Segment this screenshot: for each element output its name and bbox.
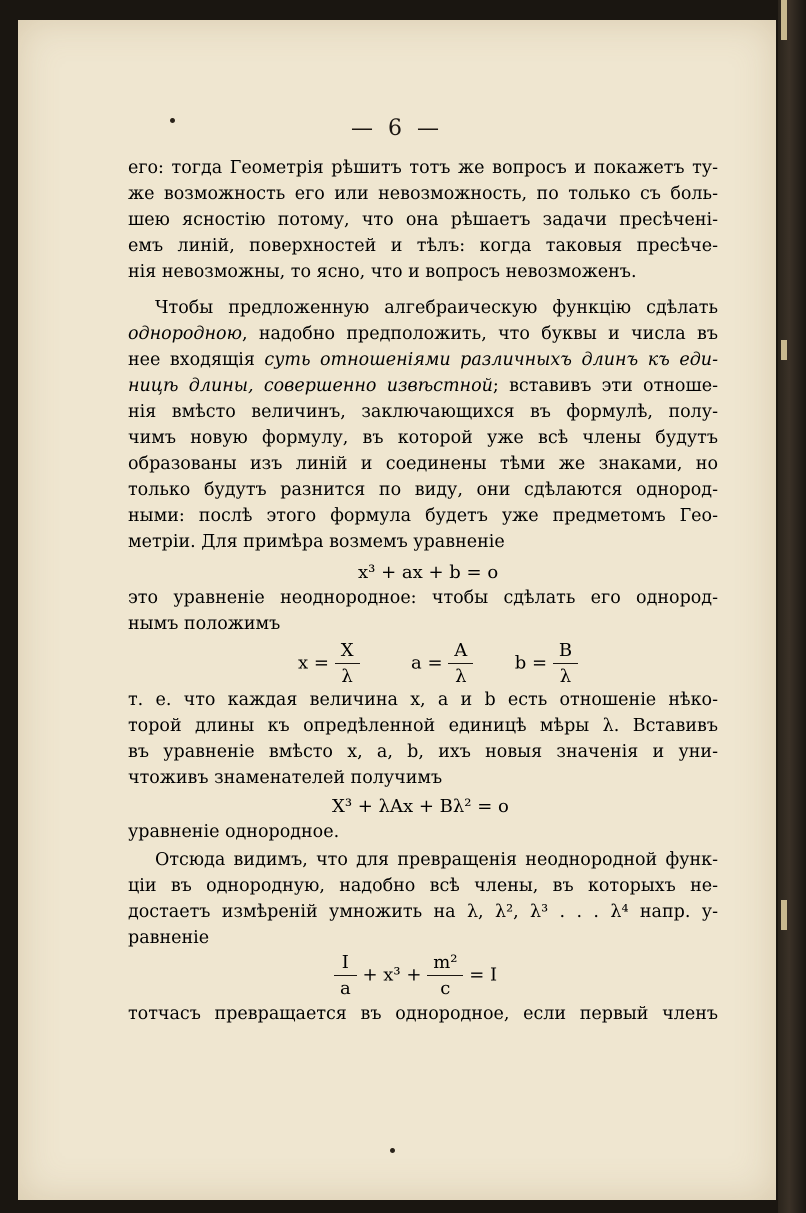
text-line: нія невозможны, то ясно, что и вопросъ невозможенъ.	[128, 262, 637, 282]
formula-middle: + x³ +	[362, 964, 422, 986]
edge-mark	[781, 340, 787, 360]
italic-term: ницѣ длины, совершенно извѣстной	[128, 376, 493, 396]
ink-speck	[390, 1148, 395, 1153]
formula-substitutions	[298, 640, 578, 687]
text-span: нее входящія	[128, 350, 265, 370]
text-line: шею ясностію потому, что она рѣшаетъ задачи пресѣченi-	[128, 210, 718, 230]
text-span: ; вставивъ эти отноше-	[492, 376, 718, 396]
text-line: метріи. Для примѣра возмемъ уравненіе	[128, 532, 505, 552]
text-line: емъ линій, поверхностей и тѣлъ: когда таковыя пресѣче-	[128, 236, 718, 256]
text-line: чтоживъ знаменателей получимъ	[128, 768, 443, 788]
formula-homogeneous: X³ + λAx + Bλ² = o	[332, 796, 509, 817]
fraction: $\frac{X}{\lambda}$	[335, 640, 360, 687]
text-line: образованы изъ линій и соединены тѣми же знаками, но	[128, 454, 718, 474]
edge-mark	[781, 0, 787, 40]
text-line: его: тогда Геометрія рѣшитъ тотъ же вопросъ и покажетъ ту-	[128, 158, 718, 178]
book-edge	[778, 0, 806, 1213]
fraction: $\frac{B}{\lambda}$	[553, 640, 578, 687]
text-line: чимъ новую формулу, въ которой уже всѣ члены будутъ	[128, 428, 718, 448]
text-line: равненіе	[128, 928, 210, 948]
text-line: нымъ положимъ	[128, 614, 281, 634]
formula-rhs: = I	[469, 964, 498, 986]
formula-lhs: b =	[514, 652, 548, 674]
italic-term: суть отношеніями различныхъ длинъ къ еди-	[264, 350, 718, 370]
formula-cubic: x³ + ax + b = o	[358, 562, 499, 583]
page-number: — 6 —	[351, 116, 443, 141]
text-line: ными: послѣ этого формула будетъ уже предметомъ Гео-	[128, 506, 718, 526]
text-line: Чтобы предложенную алгебраическую функцію сдѣлать	[155, 298, 718, 318]
text-line: нія вмѣсто величинъ, заключающихся въ формулѣ, полу-	[128, 402, 718, 422]
text-line	[128, 352, 718, 370]
edge-mark	[781, 900, 787, 930]
italic-term: однородною	[128, 324, 242, 344]
text-line: ціи въ однородную, надобно всѣ члены, въ которыхъ не-	[128, 876, 718, 896]
fraction: $\frac{I}{a}$	[334, 952, 357, 999]
text-span: , надобно предположить, что буквы и числа въ	[242, 324, 718, 344]
text-line: только будутъ разнится по виду, они сдѣлаются однород-	[128, 480, 718, 500]
fraction: $\frac{\text{m²}}{c}$	[427, 952, 463, 999]
text-line: достаетъ измѣреній умножить на λ, λ², λ³ . . . λ⁴ напр. у-	[128, 902, 718, 922]
text-line: тотчасъ превращается въ однородное, если первый членъ	[128, 1004, 718, 1024]
text-line: т. е. что каждая величина x, a и b есть отношеніе нѣко-	[128, 690, 718, 710]
formula-lhs: x =	[298, 652, 329, 674]
text-line: уравненіе однородное.	[128, 822, 340, 842]
text-line: торой длины къ опредѣленной единицѣ мѣры λ. Вставивъ	[128, 716, 718, 736]
fraction: $\frac{A}{\lambda}$	[448, 640, 473, 687]
text-line: въ уравненіе вмѣсто x, a, b, ихъ новыя значенія и уни-	[128, 742, 718, 762]
text-line	[128, 378, 718, 396]
text-line	[128, 326, 718, 344]
text-line: же возможность его или невозможность, по только съ боль-	[128, 184, 718, 204]
formula-example	[334, 952, 497, 999]
text-line: Отсюда видимъ, что для превращенія неоднородной функ-	[155, 850, 718, 870]
formula-lhs: a =	[411, 652, 443, 674]
text-line: это уравненіе неоднородное: чтобы сдѣлать его однород-	[128, 588, 718, 608]
